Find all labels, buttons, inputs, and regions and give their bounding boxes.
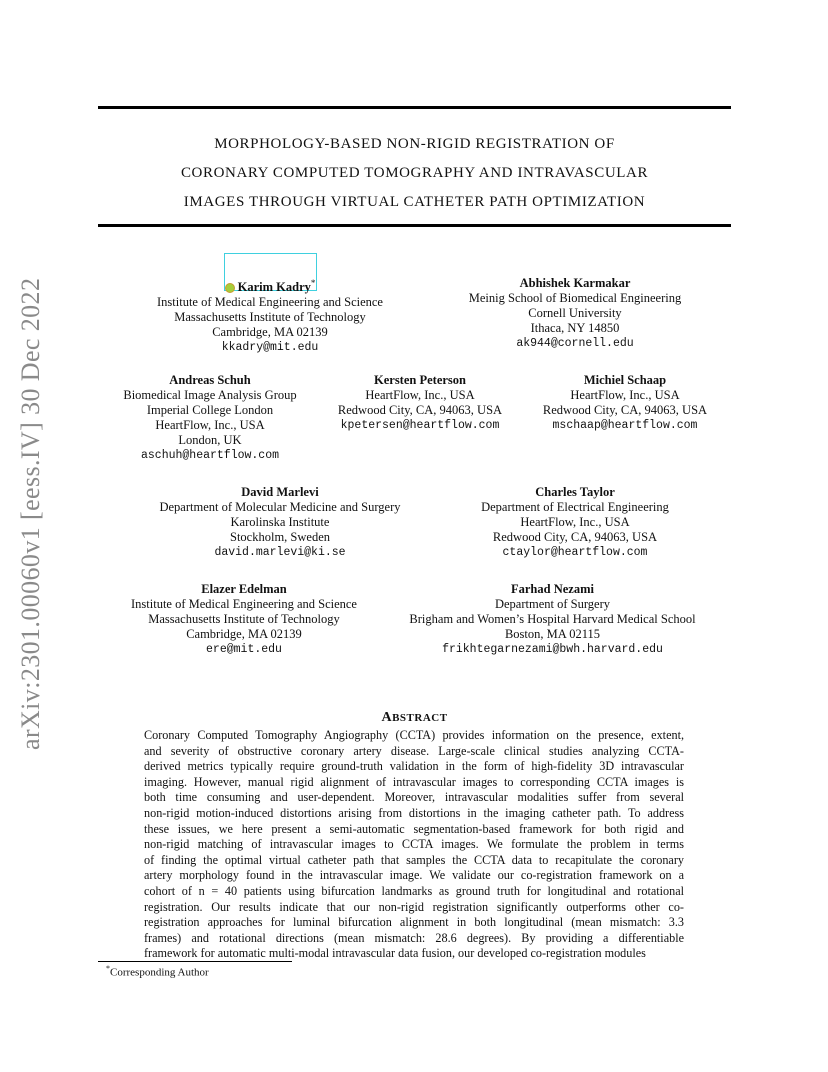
abstract-line: non-rigid matching of intravascular images to CCTA images. We formulate the problem in terms (144, 837, 684, 852)
title-line-1: MORPHOLOGY-BASED NON-RIGID REGISTRATION OF (214, 136, 615, 152)
author-institution: Cornell University (528, 306, 622, 320)
abstract-line: cohort of n = 40 patients using bifurcation landmarks as ground truth for longitudinal and rotational (144, 883, 684, 898)
author-email[interactable]: aschuh@heartflow.com (140, 449, 280, 462)
abstract-line: framework for automatic multi-modal intravascular data fusion, our developed co-registration modules (144, 946, 646, 961)
author-email[interactable]: david.marlevi@ki.se (214, 546, 346, 559)
abstract-line: imaging. However, manual rigid alignment of intravascular images to corresponding CCTA images is (144, 774, 684, 789)
author-name: Andreas Schuh (169, 373, 251, 387)
author-affiliation: Meinig School of Biomedical Engineering (468, 291, 682, 305)
author-email[interactable]: kkadry@mit.edu (221, 341, 319, 355)
author-email[interactable]: kpetersen@heartflow.com (340, 419, 500, 432)
author-city: Cambridge, MA 02139 (212, 325, 328, 340)
author-institution-2: HeartFlow, Inc., USA (155, 418, 265, 432)
abstract-line: registration. Our results indicate that our non-rigid registration significantly outperforms other co- (144, 899, 684, 914)
author-city: Ithaca, NY 14850 (530, 321, 620, 335)
title-rule-top (98, 106, 731, 109)
author-peterson (320, 373, 520, 433)
abstract-line: both time consuming and user-dependent. Moreover, intravascular modalities suffer from several (144, 790, 684, 805)
author-kadry (130, 276, 410, 355)
abstract-line: these issues, we here present a semi-automatic segmentation-based framework for both rigid and (144, 821, 684, 836)
abstract-line: artery morphology found in the intravascular image. We validate our co-registration framework on a (144, 868, 684, 883)
author-email[interactable]: frikhtegarnezami@bwh.harvard.edu (442, 643, 663, 656)
author-city: Stockholm, Sweden (230, 530, 330, 544)
author-city: Cambridge, MA 02139 (186, 627, 302, 641)
footnote-rule (98, 961, 292, 962)
author-affiliation: Institute of Medical Engineering and Science (131, 597, 357, 611)
author-taylor (450, 485, 700, 560)
author-schuh (100, 373, 320, 463)
author-affiliation: HeartFlow, Inc., USA (570, 388, 680, 402)
title-line-2: CORONARY COMPUTED TOMOGRAPHY AND INTRAVASCULAR (180, 165, 649, 181)
author-name: Farhad Nezami (511, 582, 594, 596)
author-name: Kersten Peterson (374, 373, 466, 387)
abstract-heading: ABSTRACT (381, 710, 448, 725)
author-city: Redwood City, CA, 94063, USA (337, 403, 503, 417)
author-affiliation: Biomedical Image Analysis Group (123, 388, 297, 402)
author-city: London, UK (178, 433, 242, 447)
arxiv-stamp[interactable]: arXiv:2301.00060v1 [eess.IV] 30 Dec 2022 (16, 277, 45, 750)
author-email[interactable]: ere@mit.edu (206, 643, 282, 656)
abstract-line: Coronary Computed Tomography Angiography (CCTA) provides information on the presence, extent, (144, 728, 684, 742)
author-karmakar (425, 276, 725, 351)
author-nezami (385, 582, 720, 657)
footnote-mark: * (106, 964, 110, 973)
title-line-3: IMAGES THROUGH VIRTUAL CATHETER PATH OPTIMIZATION (183, 194, 646, 210)
author-name: David Marlevi (241, 485, 319, 499)
author-name: Michiel Schaap (583, 373, 667, 387)
author-schaap (525, 373, 725, 433)
author-name[interactable]: Karim Kadry* (130, 276, 410, 295)
orcid-icon[interactable] (225, 283, 235, 293)
author-institution: Karolinska Institute (230, 515, 330, 529)
abstract-line: of finding the optimal virtual catheter path that samples the CCTA data to recapitulate the coronary (144, 852, 684, 867)
author-affiliation: Department of Surgery (494, 597, 610, 611)
author-affiliation: HeartFlow, Inc., USA (365, 388, 475, 402)
title-rule-bottom (98, 224, 731, 227)
author-name: Abhishek Karmakar (519, 276, 631, 290)
abstract-line: frames) and rotational directions (mean mismatch: 28.6 degrees). By providing a differentiable (144, 930, 684, 945)
author-institution: HeartFlow, Inc., USA (520, 515, 630, 529)
author-name: Charles Taylor (535, 485, 615, 499)
author-institution: Brigham and Women’s Hospital Harvard Medical School (409, 612, 696, 626)
author-affiliation: Institute of Medical Engineering and Science (157, 295, 383, 310)
author-city: Redwood City, CA, 94063, USA (542, 403, 708, 417)
abstract-line: derived metrics typically require ground-truth validation in the form of high-fidelity 3D intravascular (144, 759, 684, 774)
footnote-text: Corresponding Author (110, 966, 209, 979)
author-institution: Massachusetts Institute of Technology (174, 310, 366, 325)
author-email[interactable]: mschaap@heartflow.com (552, 419, 698, 432)
author-name: Elazer Edelman (201, 582, 287, 596)
author-email[interactable]: ctaylor@heartflow.com (502, 546, 648, 559)
author-institution: Massachusetts Institute of Technology (148, 612, 340, 626)
abstract-line: non-rigid motion-induced distortions arising from distortions in the imaging catheter path. To address (144, 805, 684, 820)
author-affiliation: Department of Molecular Medicine and Surgery (159, 500, 401, 514)
footnote (106, 964, 209, 979)
author-email[interactable]: ak944@cornell.edu (516, 337, 634, 350)
abstract-body (144, 728, 684, 962)
author-institution: Imperial College London (146, 403, 274, 417)
abstract-line: and severity of obstructive coronary artery disease. Large-scale clinical studies analyzing CCTA- (144, 743, 684, 758)
author-city: Redwood City, CA, 94063, USA (492, 530, 658, 544)
abstract-line: registration approaches for luminal bifurcation alignment in both longitudinal (mean mismatch: 3.3 (144, 915, 684, 930)
author-affiliation: Department of Electrical Engineering (481, 500, 669, 514)
author-edelman (110, 582, 378, 657)
author-city: Boston, MA 02115 (504, 627, 601, 641)
paper-title (98, 130, 731, 217)
author-marlevi (140, 485, 420, 560)
